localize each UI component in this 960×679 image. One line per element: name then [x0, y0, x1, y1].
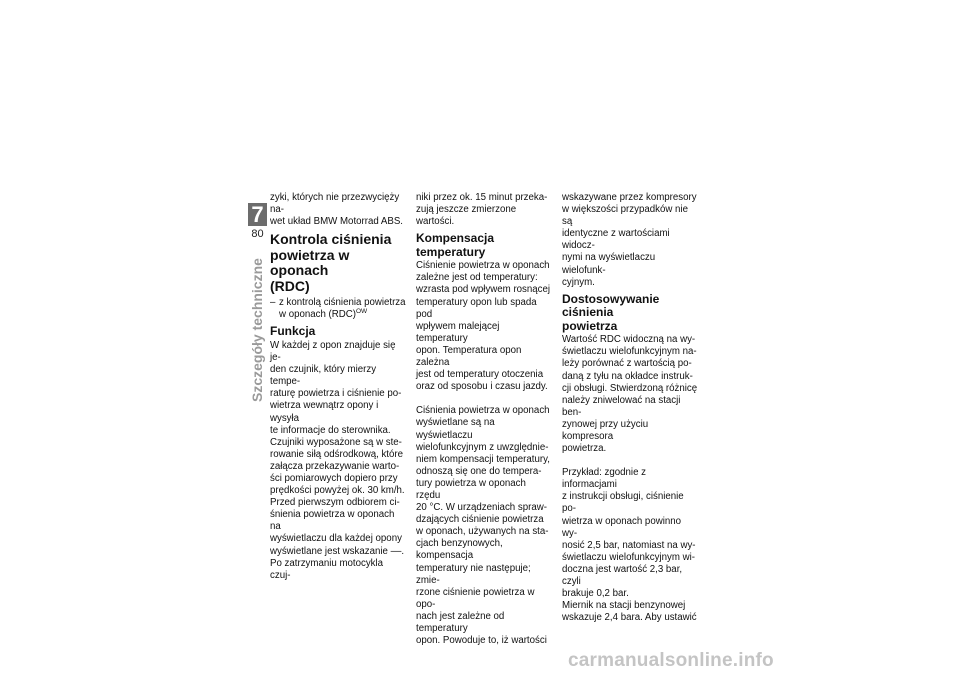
page-number: 80 — [251, 228, 264, 240]
col1-paragraph: W każdej z opon znajduje się je- den czujnik, który mierzy tempe- raturę powietrza i ciśnienie po- wietrza wewnątrz opony i wysyła te informacje do sterownika. Czujniki wyposażone są w ste- rowanie siłą odśrodkową, które załącza przekazywanie warto- ści pomiarowych dopiero przy prędkości powyżej ok. 30 km/h. Przed pierwszym odbiorem ci- śnienia powietrza w oponach na wyświetlaczu dla każdej opony wyświetlane jest wskazanie ––. Po zatrzymaniu motocykla czuj- — [270, 339, 405, 581]
col3-paragraph-1: Wartość RDC widoczną na wy- świetlaczu wielofunkcyjnym na- leży porównać z wartością po- daną z tyłu na okładce instruk- cji obsługi. Stwierdzoną różnicę należy zniwelować na stacji ben- zynowej przy użyciu kompresora powietrza. — [562, 334, 698, 455]
section-heading-rdc: Kontrola ciśnienia powietrza w oponach (RDC) — [270, 231, 392, 294]
text-column-2 — [416, 192, 552, 647]
dash-marker: – — [270, 297, 276, 309]
option-bullet — [270, 297, 406, 321]
subheading-dostosowywanie: Dostosowywanie ciśnienia powietrza — [562, 291, 660, 333]
subheading-kompensacja: Kompensacja temperatury — [416, 231, 495, 259]
text-column-1 — [270, 192, 406, 582]
bullet-text: z kontrolą ciśnienia powietrza w oponach (RDC)$^{OW}$ — [279, 297, 406, 321]
subheading-funkcja: Funkcja — [270, 324, 316, 339]
col1-intro: zyki, których nie przezwycięży na- wet układ BMW Motorrad ABS. — [270, 192, 403, 228]
col2-paragraph-1: Ciśnienie powietrza w oponach zależne jest od temperatury: wzrasta pod wpływem rosnącej temperatury opon lub spada pod wpływem malejącej temperatury opon. Temperatura opon zależna jest od temperatury otoczenia oraz od sposobu i czasu jazdy. — [416, 260, 551, 393]
col2-intro: niki przez ok. 15 minut przeka- zują jeszcze zmierzone wartości. — [416, 192, 548, 228]
watermark: carmanualsonline.info — [568, 650, 774, 671]
option-code: OW — [356, 308, 368, 316]
chapter-number-box: 7 — [248, 203, 267, 226]
col2-paragraph-2: Ciśnienia powietrza w oponach wyświetlane są na wyświetlaczu wielofunkcyjnym z uwzględnie- niem kompensacji temperatury, odnoszą się one do tempera- tury powietrza w oponach rzędu 20 °C. W urządzeniach spraw- dzających ciśnienie powietrza w oponach, używanych na sta- cjach benzynowych, kompensacja temperatury nie następuje; zmie- rzone ciśnienie powietrza w opo- nach jest zależne od temperatury opon. Powoduje to, iż wartości — [416, 405, 550, 647]
text-column-3 — [562, 192, 698, 624]
col3-paragraph-2: Przykład: zgodnie z informacjami z instrukcji obsługi, ciśnienie po- wietrza w oponach powinno wy- nosić 2,5 bar, natomiast na wy- świetlaczu wielofunkcyjnym wi- doczna jest wartość 2,3 bar, czyli brakuje 0,2 bar. Miernik na stacji benzynowej wskazuje 2,4 bara. Aby ustawić — [562, 467, 697, 624]
col3-intro: wskazywane przez kompresory w większości przypadków nie są identyczne z wartościami widocz- nymi na wyświetlaczu wielofunk- cyjnym. — [562, 192, 697, 288]
chapter-side-label: Szczegóły techniczne — [249, 258, 265, 402]
